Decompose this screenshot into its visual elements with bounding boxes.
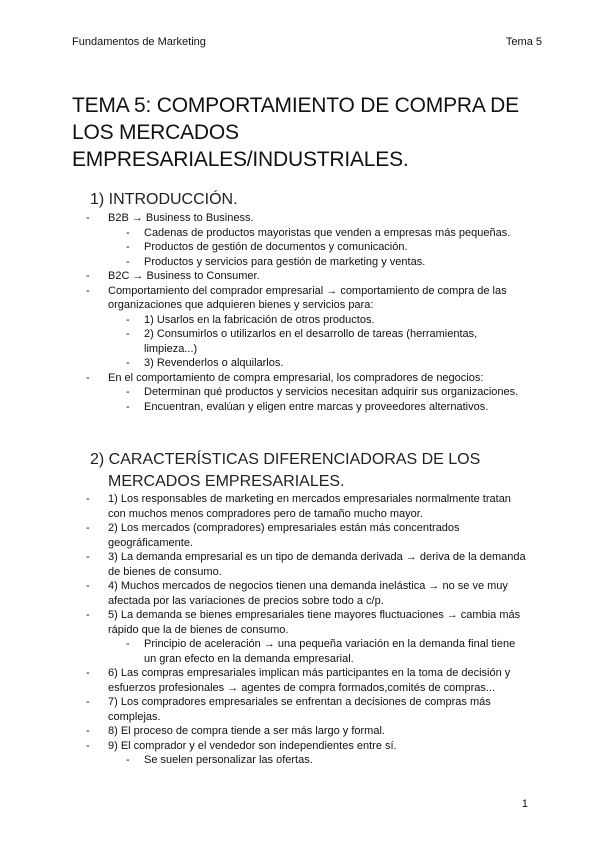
list-item (72, 269, 528, 284)
list-item-text: B2C → Business to Consumer. (108, 270, 260, 282)
list-item (72, 521, 528, 550)
sub-list (108, 753, 528, 768)
sub-list-item: - Encuentran, evalúan y eligen entre marcas y proveedores alternativos. (108, 400, 528, 415)
list-item (72, 666, 528, 695)
list-item-text: 3) La demanda empresarial es un tipo de demanda derivada → deriva de la demanda de bienes de consumo. (108, 551, 526, 578)
list-item-text: 4) Muchos mercados de negocios tienen una demanda inelástica → no se ve muy afectada por las variaciones de precios sobre todo a c/p. (108, 580, 508, 607)
sub-list-item: - 3) Revenderlos o alquilarlos. (108, 356, 528, 371)
list-item-text: 7) Los compradores empresariales se enfrentan a decisiones de compras más complejas. (108, 696, 491, 723)
list-item (72, 550, 528, 579)
list-item (72, 371, 528, 415)
sub-list-item: - 1) Usarlos en la fabricación de otros productos. (108, 313, 528, 328)
section-2-list (72, 492, 528, 768)
page-header-right: Tema 5 (505, 36, 542, 48)
sub-list (108, 226, 528, 270)
list-item-text: 1) Los responsables de marketing en mercados empresariales normalmente tratan con muchos menos compradores pero de tamaño mucho mayor. (108, 493, 511, 520)
list-item-text: 6) Las compras empresariales implican más participantes en la toma de decisión y esfuerzos profesionales → agentes de compra formados,comités de compras... (108, 667, 511, 694)
sub-list (108, 313, 528, 371)
list-item (72, 492, 528, 521)
list-item-text: 8) El proceso de compra tiende a ser más largo y formal. (108, 725, 385, 737)
list-item (72, 695, 528, 724)
list-item (72, 724, 528, 739)
section-2-heading-line1: 2) CARACTERÍSTICAS DIFERENCIADORAS DE LOS (90, 451, 481, 468)
list-item-text: B2B → Business to Business. (108, 212, 254, 224)
list-item (72, 739, 528, 768)
page-header-left: Fundamentos de Marketing (72, 36, 206, 48)
sub-list-item: - Se suelen personalizar las ofertas. (108, 753, 528, 768)
sub-list-item: - Productos y servicios para gestión de marketing y ventas. (108, 255, 528, 270)
section-2-heading (90, 449, 510, 493)
sub-list-item: - Determinan qué productos y servicios necesitan adquirir sus organizaciones. (108, 385, 528, 400)
list-item-text: 5) La demanda se bienes empresariales tiene mayores fluctuaciones → cambia más rápido que la de bienes de consumo. (108, 609, 521, 636)
list-item (72, 211, 528, 269)
document-title: TEMA 5: COMPORTAMIENTO DE COMPRA DE LOS MERCADOS EMPRESARIALES/INDUSTRIALES. (72, 94, 519, 171)
sub-list (108, 637, 528, 666)
sub-list-item: - Cadenas de productos mayoristas que venden a empresas más pequeñas. (108, 226, 528, 241)
sub-list (108, 385, 528, 414)
list-item-text: 2) Los mercados (compradores) empresariales están más concentrados geográficamente. (108, 522, 460, 549)
sub-list-item: - Principio de aceleración → una pequeña variación en la demanda final tiene un gran efecto en la demanda empresarial. (108, 637, 528, 666)
list-item (72, 579, 528, 608)
section-1-list (72, 211, 528, 414)
list-item-text: 9) El comprador y el vendedor son independientes entre sí. (108, 739, 397, 752)
section-1-heading: 1) INTRODUCCIÓN. (90, 191, 238, 208)
section-2-heading-line2: MERCADOS EMPRESARIALES. (108, 473, 345, 490)
list-item (72, 284, 528, 371)
list-item-text: En el comportamiento de compra empresarial, los compradores de negocios: (108, 371, 484, 384)
page-number: 1 (521, 798, 528, 810)
sub-list-item: - 2) Consumirlos o utilizarlos en el desarrollo de tareas (herramientas, limpieza...) (108, 327, 528, 356)
sub-list-item: - Productos de gestión de documentos y comunicación. (108, 240, 528, 255)
list-item (72, 608, 528, 666)
list-item-text: Comportamiento del comprador empresarial → comportamiento de compra de las organizaciones que adquieren bienes y servicios para: (108, 284, 507, 311)
